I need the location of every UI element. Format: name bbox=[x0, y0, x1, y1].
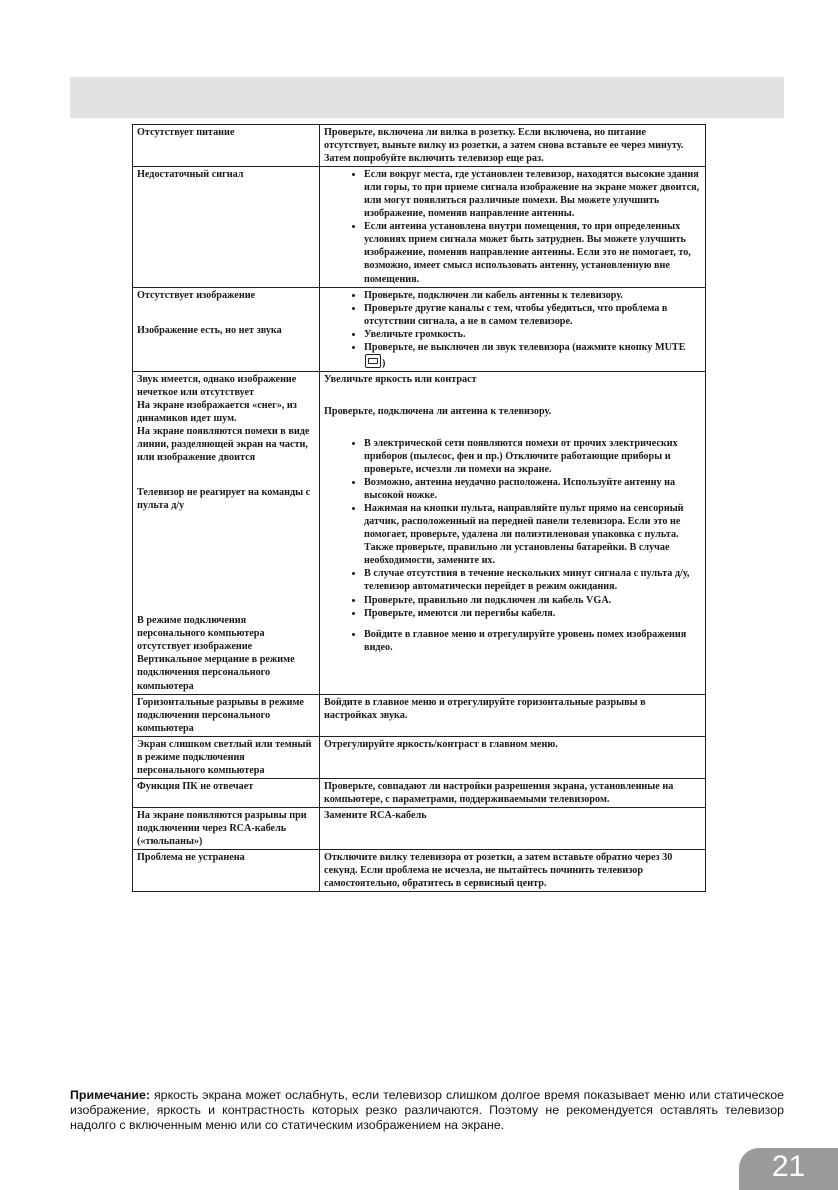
list-item: • В электрической сети появляются помехи от прочих электрических приборов (пылесос, фен и пр.) Отключите работающие приборы и проверьте, исчезли ли помехи на экране. bbox=[364, 437, 701, 476]
table-row bbox=[133, 694, 706, 736]
note-text: яркость экрана может ослабнуть, если телевизор слишком долгое время показывает меню или статическое изображение, яркость и контрастность которых резко различаются. Поэтому не рекомендуется оставлять телевизор надолго с включенным меню или со статическим изображением на экране. bbox=[70, 1088, 784, 1132]
solution-text: Увеличьте яркость или контраст bbox=[324, 373, 477, 385]
solution-list bbox=[324, 628, 701, 654]
issue-cell: На экране появляются разрывы при подключении через RCA-кабель («тюльпаны») bbox=[133, 807, 320, 849]
issue-cell bbox=[133, 287, 320, 371]
list-item: • Возможно, антенна неудачно расположена. Используйте антенну на высокой ножке. bbox=[364, 476, 701, 502]
list-item-text: Проверьте, не выключен ли звук телевизора (нажмите кнопку MUTE bbox=[364, 341, 686, 353]
table-row bbox=[133, 371, 706, 694]
table-row bbox=[133, 287, 706, 371]
list-item: • Если вокруг места, где установлен телевизор, находятся высокие здания или горы, то при приеме сигнала изображение на экране может двоится, или могут появляться различные помехи. Вы можете улучшить изображение, поменяв направление антенны. bbox=[364, 168, 701, 220]
table-row bbox=[133, 125, 706, 167]
list-item: • Проверьте, правильно ли подключен ли кабель VGA. bbox=[364, 594, 701, 607]
issue-cell: Отсутствует питание bbox=[133, 125, 320, 167]
issue-cell: Проблема не устранена bbox=[133, 850, 320, 892]
solution-cell: Проверьте, совпадают ли настройки разрешения экрана, установленные на компьютере, с параметрами, поддерживаемыми телевизором. bbox=[320, 778, 706, 807]
solution-cell: Войдите в главное меню и отрегулируйте горизонтальные разрывы в настройках звука. bbox=[320, 694, 706, 736]
solution-cell: Замените RCA-кабель bbox=[320, 807, 706, 849]
note-paragraph bbox=[70, 1088, 784, 1133]
list-item: • В случае отсутствия в течение нескольких минут сигнала с пульта д/у, телевизор автоматически перейдет в режим ожидания. bbox=[364, 567, 701, 593]
table-row bbox=[133, 850, 706, 892]
list-item: • Если антенна установлена внутри помещения, то при определенных условиях прием сигнала может быть затруднен. Вы можете улучшить изображение, поменяв направление антенны. Если это не помогает, то, возможно, имеет смысл использовать антенну, установленную вне помещения. bbox=[364, 220, 701, 285]
table-row bbox=[133, 778, 706, 807]
issue-cell bbox=[133, 371, 320, 694]
issue-text: На экране появляются помехи в виде линии, разделяющей экран на части, или изображение двоится bbox=[137, 426, 310, 464]
list-item-text: ) bbox=[382, 357, 386, 369]
page-number: 21 bbox=[771, 1150, 806, 1183]
mute-button-icon bbox=[365, 354, 381, 368]
note-label: Примечание: bbox=[70, 1088, 151, 1102]
issue-text: Звук имеется, однако изображение нечеткое или отсутствует bbox=[137, 373, 297, 398]
list-item: • Войдите в главное меню и отрегулируйте уровень помех изображения видео. bbox=[364, 628, 701, 654]
issue-text: Телевизор не реагирует на команды с пульта д/у bbox=[137, 487, 311, 512]
list-item bbox=[364, 341, 701, 370]
issue-cell: Экран слишком светлый или темный в режиме подключения персонального компьютера bbox=[133, 736, 320, 778]
solution-cell: Отрегулируйте яркость/контраст в главном меню. bbox=[320, 736, 706, 778]
list-item: • Проверьте, подключен ли кабель антенны к телевизору. bbox=[364, 289, 701, 302]
solution-text: Проверьте, подключена ли антенна к телевизору. bbox=[324, 405, 552, 417]
issue-text: Вертикальное мерцание в режиме подключения персонального компьютера bbox=[137, 654, 295, 692]
issue-cell: Горизонтальные разрывы в режиме подключения персонального компьютера bbox=[133, 694, 320, 736]
page-number-tab bbox=[739, 1148, 838, 1190]
solution-cell: Отключите вилку телевизора от розетки, а затем вставьте обратно через 30 секунд. Если проблема не исчезла, не пытайтесь починить телевизор самостоятельно, обратитесь в сервисный центр. bbox=[320, 850, 706, 892]
issue-text: Изображение есть, но нет звука bbox=[137, 324, 282, 336]
issue-cell: Недостаточный сигнал bbox=[133, 167, 320, 287]
solution-cell bbox=[320, 167, 706, 287]
solution-cell bbox=[320, 287, 706, 371]
list-item: • Нажимая на кнопки пульта, направляйте пульт прямо на сенсорный датчик, расположенный на передней панели телевизора. Если это не помогает, проверьте, удалена ли полиэтиленовая упаковка с пульта. Также проверьте, правильно ли установлены батарейки. В случае необходимости, замените их. bbox=[364, 502, 701, 567]
list-item: • Увеличьте громкость. bbox=[364, 328, 701, 341]
solution-cell: Проверьте, включена ли вилка в розетку. Если включена, но питание отсутствует, выньте вилку из розетки, а затем снова вставьте ее через минуту. Затем попробуйте включить телевизор еще раз. bbox=[320, 125, 706, 167]
issue-text: Отсутствует изображение bbox=[137, 289, 256, 301]
list-item: • Проверьте, имеются ли перегибы кабеля. bbox=[364, 607, 701, 620]
header-bar bbox=[70, 77, 784, 118]
table-row bbox=[133, 807, 706, 849]
table-row bbox=[133, 736, 706, 778]
list-item: • Проверьте другие каналы с тем, чтобы убедиться, что проблема в отсутствии сигнала, а не в самом телевизоре. bbox=[364, 302, 701, 328]
issue-cell: Функция ПК не отвечает bbox=[133, 778, 320, 807]
solution-list bbox=[324, 437, 701, 620]
solution-cell bbox=[320, 371, 706, 694]
solution-list bbox=[324, 289, 701, 370]
table-row bbox=[133, 167, 706, 287]
issue-text: На экране изображается «снег», из динамиков идет шум. bbox=[137, 399, 297, 424]
issue-text: В режиме подключения персонального компьютера отсутствует изображение bbox=[137, 615, 265, 653]
solution-list bbox=[324, 168, 701, 285]
troubleshooting-table bbox=[132, 124, 706, 892]
